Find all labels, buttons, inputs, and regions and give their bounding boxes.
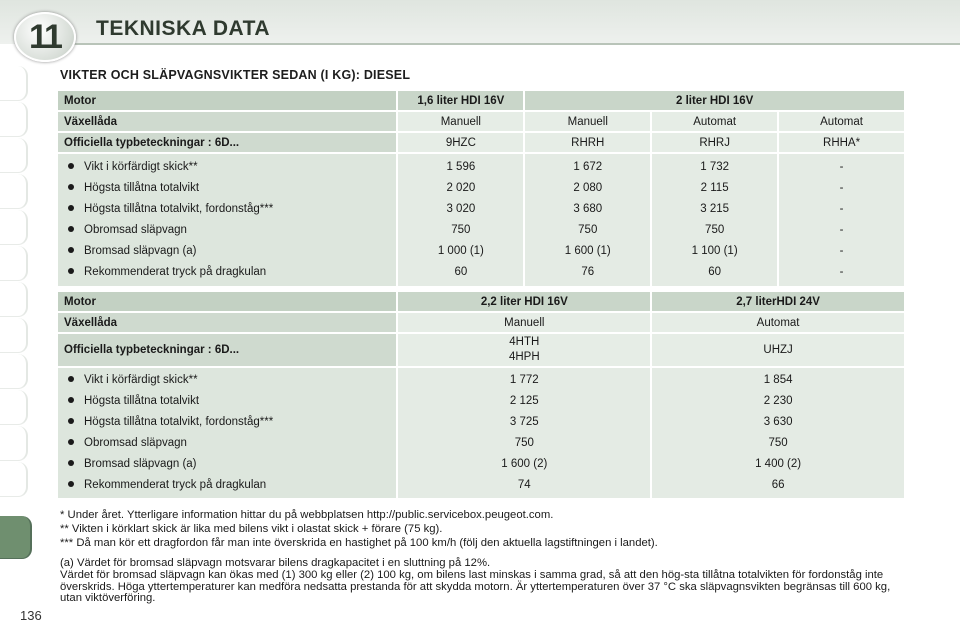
value: 74: [517, 479, 531, 491]
gearbox-cell: Automat: [652, 313, 904, 332]
gearbox-cell: Manuell: [398, 313, 650, 332]
value: 750: [514, 437, 534, 449]
value: 750: [705, 224, 725, 236]
bullet-icon: [68, 376, 74, 382]
engine-header: 2 liter HDI 16V: [525, 91, 904, 110]
gearbox-cell: Automat: [779, 112, 904, 131]
table-row: [58, 368, 904, 498]
value: 3 020: [446, 203, 476, 215]
value: 2 125: [509, 395, 539, 407]
chapter-tab[interactable]: [0, 66, 28, 101]
value: 3 680: [573, 203, 603, 215]
footnote: * Under året. Ytterligare information hittar du på webbplatsen http://public.servicebox.peugeot.com.: [60, 509, 554, 521]
table-row: [58, 154, 904, 286]
value: 1 000 (1): [437, 245, 484, 257]
footnote: (a) Värdet för bromsad släpvagn motsvarar bilens dragkapacitet i en sluttning på 12%.: [60, 557, 491, 569]
list-item: Högsta tillåtna totalvikt: [64, 391, 390, 412]
row-label-motor: Motor: [58, 91, 396, 110]
chapter-title: TEKNISKA DATA: [96, 17, 271, 40]
chapter-tab[interactable]: [0, 282, 28, 317]
chapter-tab[interactable]: [0, 318, 28, 353]
values-cell: [652, 368, 904, 498]
bullet-icon: [68, 460, 74, 466]
list-item: Högsta tillåtna totalvikt, fordonståg***: [64, 199, 390, 220]
list-item: Obromsad släpvagn: [64, 220, 390, 241]
spec-list: [64, 370, 390, 496]
value: 2 115: [700, 182, 729, 194]
weights-table-1: [56, 89, 906, 288]
value: 76: [581, 266, 595, 278]
weights-table-2: [56, 290, 906, 500]
value: 750: [578, 224, 598, 236]
bullet-icon: [68, 205, 74, 211]
value: 1 732: [700, 161, 730, 173]
engine-header: 2,2 liter HDI 16V: [398, 292, 650, 311]
bullet-icon: [68, 418, 74, 424]
value: -: [839, 266, 844, 278]
value: 60: [454, 266, 468, 278]
footnote-paragraph: Värdet för bromsad släpvagn kan ökas med (1) 300 kg eller (2) 100 kg, om bilens last minskas i samma grad, så att den hög-sta tillåtna totalvikten för fordonståg inte överskrids. Höga yttertemperaturer kan medföra nedsatta prestanda för att skydda motorn. Är yttertemperaturen över 37 °C ska släpvagnsvikten begränsas till 600 kg, utan viktöverföring.: [60, 569, 891, 604]
footnote: ** Vikten i körklart skick är lika med bilens vikt i olastat skick + förare (75 kg).: [60, 523, 443, 535]
bullet-icon: [68, 226, 74, 232]
table-row: [58, 112, 904, 131]
row-label-gearbox: Växellåda: [58, 112, 396, 131]
table-row: [58, 91, 904, 110]
value: 2 020: [446, 182, 476, 194]
chapter-tab[interactable]: [0, 174, 28, 209]
value: -: [839, 203, 844, 215]
bullet-icon: [68, 163, 74, 169]
chapter-tab-active[interactable]: [0, 516, 32, 559]
chapter-tab[interactable]: [0, 426, 28, 461]
values-cell: [779, 154, 904, 286]
bullet-icon: [68, 247, 74, 253]
list-item: Högsta tillåtna totalvikt: [64, 178, 390, 199]
type-code-cell: RHHA*: [779, 133, 904, 152]
bullet-icon: [68, 397, 74, 403]
chapter-badge: [14, 12, 76, 62]
value: 1 854: [763, 374, 793, 386]
list-item: Bromsad släpvagn (a): [64, 241, 390, 262]
values-cell: [398, 154, 523, 286]
gearbox-cell: Automat: [652, 112, 777, 131]
type-code-cell: [398, 334, 650, 366]
chapter-tabs: [0, 66, 28, 606]
value: 750: [451, 224, 471, 236]
value: 750: [768, 437, 788, 449]
chapter-tab[interactable]: [0, 102, 28, 137]
table-row: [58, 334, 904, 366]
footnote: *** Då man kör ett dragfordon får man inte överskrida en hastighet på 100 km/h (följ den aktuella lagstiftningen i landet).: [60, 537, 658, 549]
type-code: 4HTH: [509, 336, 540, 348]
spec-labels-cell: [58, 154, 396, 286]
values-cell: [398, 368, 650, 498]
chapter-tab[interactable]: [0, 138, 28, 173]
value: 66: [771, 479, 785, 491]
list-item: Obromsad släpvagn: [64, 433, 390, 454]
value: 1 400 (2): [755, 458, 802, 470]
row-label-gearbox: Växellåda: [58, 313, 396, 332]
gearbox-cell: Manuell: [398, 112, 523, 131]
chapter-tab[interactable]: [0, 390, 28, 425]
table-row: [58, 133, 904, 152]
bullet-icon: [68, 481, 74, 487]
value: 1 600 (1): [564, 245, 611, 257]
chapter-tab[interactable]: [0, 246, 28, 281]
value: -: [839, 161, 844, 173]
row-label-type-codes: Officiella typbeteckningar : 6D...: [58, 334, 396, 366]
row-label-motor: Motor: [58, 292, 396, 311]
bullet-icon: [68, 184, 74, 190]
page-number: 136: [20, 608, 42, 623]
bullet-icon: [68, 439, 74, 445]
value: -: [839, 245, 844, 257]
value: 1 100 (1): [691, 245, 738, 257]
value: 2 080: [573, 182, 603, 194]
type-code-cell: UHZJ: [652, 334, 904, 366]
spec-labels-cell: [58, 368, 396, 498]
values-cell: [525, 154, 650, 286]
value: -: [839, 224, 844, 236]
value: 1 772: [509, 374, 539, 386]
value: 3 630: [763, 416, 793, 428]
header-divider: [60, 43, 960, 45]
type-code-cell: 9HZC: [398, 133, 523, 152]
table-row: [58, 292, 904, 311]
list-item: Vikt i körfärdigt skick**: [64, 370, 390, 391]
type-code-cell: RHRJ: [652, 133, 777, 152]
section-title: VIKTER OCH SLÄPVAGNSVIKTER SEDAN (I KG): DIESEL: [60, 68, 411, 82]
list-item: Rekommenderat tryck på dragkulan: [64, 262, 390, 283]
chapter-number: 11: [29, 17, 61, 56]
row-label-type-codes: Officiella typbeteckningar : 6D...: [58, 133, 396, 152]
gearbox-cell: Manuell: [525, 112, 650, 131]
value: -: [839, 182, 844, 194]
chapter-tab[interactable]: [0, 462, 28, 497]
value: 1 672: [573, 161, 603, 173]
value: 2 230: [763, 395, 793, 407]
engine-header: 1,6 liter HDI 16V: [398, 91, 523, 110]
bullet-icon: [68, 268, 74, 274]
list-item: Högsta tillåtna totalvikt, fordonståg***: [64, 412, 390, 433]
value: 1 600 (2): [501, 458, 548, 470]
chapter-tab[interactable]: [0, 210, 28, 245]
values-cell: [652, 154, 777, 286]
value: 1 596: [446, 161, 476, 173]
engine-header: 2,7 literHDI 24V: [652, 292, 904, 311]
list-item: Bromsad släpvagn (a): [64, 454, 390, 475]
value: 60: [708, 266, 722, 278]
table-row: [58, 313, 904, 332]
value: 3 725: [509, 416, 539, 428]
type-code-cell: RHRH: [525, 133, 650, 152]
spec-list: [64, 157, 390, 283]
type-code: 4HPH: [508, 351, 540, 363]
list-item: Vikt i körfärdigt skick**: [64, 157, 390, 178]
chapter-tab[interactable]: [0, 354, 28, 389]
footnotes: [60, 508, 910, 605]
value: 3 215: [700, 203, 730, 215]
list-item: Rekommenderat tryck på dragkulan: [64, 475, 390, 496]
